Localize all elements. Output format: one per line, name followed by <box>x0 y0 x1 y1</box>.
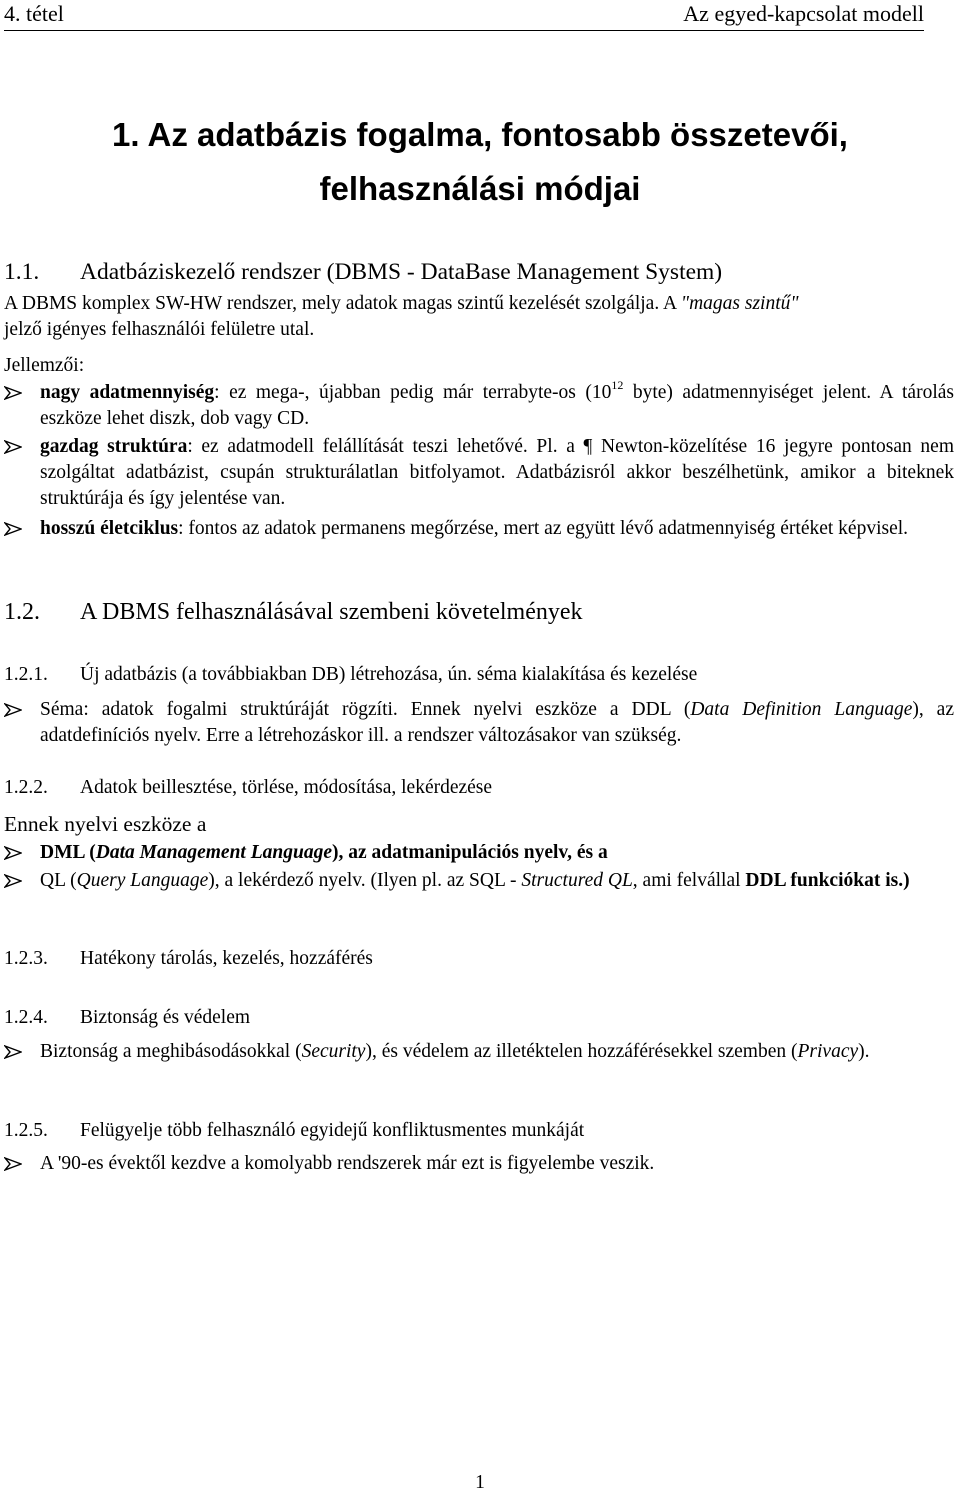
bullet-item <box>4 1039 954 1065</box>
arrow-bullet-icon <box>4 386 22 400</box>
page-number: 1 <box>475 1472 485 1493</box>
arrow-bullet-icon <box>4 703 22 717</box>
section-number: 1.2. <box>4 599 40 625</box>
chapter-title-line1: 1. Az adatbázis fogalma, fontosabb összetevői, <box>112 116 848 153</box>
text: ), a lekérdező nyelv. (Ilyen pl. az SQL - <box>208 870 522 891</box>
section-number: 1.2.2. <box>4 777 48 798</box>
text-italic: "magas szintű" <box>680 293 799 314</box>
arrow-bullet-icon <box>4 1157 22 1171</box>
section-title: Adatok beillesztése, törlése, módosítása, lekérdezése <box>80 777 493 798</box>
bullet-item <box>4 840 954 866</box>
text: : fontos az adatok permanens megőrzése, mert az együtt lévő adatmennyiség értéket képvisel. <box>178 518 909 539</box>
text: Newton-közelítése 16 jegyre pontosan nem szolgáltat adatbázist, csupán strukturálatlan bitfolyamot. Adatbázisról akkor beszélhetünk, amikor a biteknek struktúrája és így jelentése van. <box>40 436 955 509</box>
arrow-bullet-icon <box>4 522 22 536</box>
section-number: 1.2.5. <box>4 1120 48 1141</box>
section-1-2-4-heading <box>4 1005 250 1031</box>
section-number: 1.2.3. <box>4 948 48 969</box>
text: Ennek nyelvi eszköze a <box>4 812 207 836</box>
text: Biztonság a meghibásodásokkal ( <box>40 1041 302 1062</box>
section-1-2-2-heading <box>4 775 492 801</box>
text: : ez mega-, újabban pedig már terrabyte-os (10 <box>214 382 612 403</box>
text-italic: Structured QL <box>521 870 633 891</box>
section-title: Adatbáziskezelő rendszer (DBMS - DataBase Management System) <box>80 259 723 285</box>
section-title: Hatékony tárolás, kezelés, hozzáférés <box>80 948 373 969</box>
text: : ez adatmodell felállítását teszi lehetővé. Pl. a <box>187 436 584 457</box>
section-1-1-heading <box>4 257 722 287</box>
section-1-2-5-heading <box>4 1118 584 1144</box>
section-title: Biztonság és védelem <box>80 1007 251 1028</box>
text: byte) adatmennyiséget jelent. A tárolás eszköze lehet diszk, dob vagy CD. <box>40 382 954 429</box>
page-header <box>4 0 924 31</box>
section-1-2-2-intro <box>4 810 954 838</box>
section-title: Új adatbázis (a továbbiakban DB) létrehozása, ún. séma kialakítása és kezelése <box>80 664 698 685</box>
arrow-bullet-icon <box>4 1045 22 1059</box>
text-italic: Security <box>301 1041 366 1062</box>
jellemzoi-label <box>4 353 954 379</box>
text: ). <box>858 1041 870 1062</box>
section-1-2-heading <box>4 597 583 627</box>
chapter-title-line2: felhasználási módjai <box>319 170 641 207</box>
text: A DBMS komplex SW-HW rendszer, mely adatok magas szintű kezelését szolgálja. A <box>4 293 681 314</box>
section-1-2-3-heading <box>4 946 373 972</box>
section-title: Felügyelje több felhasználó egyidejű konfliktusmentes munkáját <box>80 1120 585 1141</box>
text-bold: gazdag struktúra <box>40 436 188 457</box>
text-bold: DML ( <box>40 842 96 863</box>
text: , ami felvállal <box>632 870 746 891</box>
text-italic: Privacy <box>797 1041 859 1062</box>
section-number: 1.1. <box>4 259 40 285</box>
text: QL ( <box>40 870 77 891</box>
section-number: 1.2.4. <box>4 1007 48 1028</box>
text: Jellemzői: <box>4 355 85 376</box>
bullet-item <box>4 697 954 749</box>
text-bold: hosszú életciklus <box>40 518 179 539</box>
section-1-1-paragraph <box>4 291 954 343</box>
arrow-bullet-icon <box>4 440 22 454</box>
chapter-title <box>0 108 960 216</box>
text-bold-italic: Data Management Language <box>95 842 332 863</box>
bullet-item <box>4 434 954 512</box>
text: Séma: adatok fogalmi struktúráját rögzíti. Ennek nyelvi eszköze a DDL ( <box>40 699 691 720</box>
text: jelző igényes felhasználói felületre utal. <box>4 319 315 340</box>
text-bold: DDL funkciókat is.) <box>745 870 910 891</box>
arrow-bullet-icon <box>4 846 22 860</box>
header-left: 4. tétel <box>4 1 64 26</box>
text: ), az adatdefiníciós nyelv. Erre a létrehozáskor ill. a rendszer változásakor van szükség. <box>40 699 954 746</box>
section-1-2-1-heading <box>4 662 697 688</box>
section-number: 1.2.1. <box>4 664 48 685</box>
bullet-item <box>4 1151 954 1177</box>
header-right: Az egyed-kapcsolat modell <box>683 1 924 26</box>
section-title: A DBMS felhasználásával szembeni követelmények <box>80 599 583 625</box>
arrow-bullet-icon <box>4 874 22 888</box>
bullet-item <box>4 380 954 432</box>
bullet-item <box>4 516 954 542</box>
text-bold: nagy adatmennyiség <box>40 382 215 403</box>
text-bold: ), az adatmanipulációs nyelv, és a <box>331 842 608 863</box>
text-italic: Query Language <box>76 870 209 891</box>
text: A '90-es évektől kezdve a komolyabb rendszerek már ezt is figyelembe veszik. <box>40 1153 655 1174</box>
text: ), és védelem az illetéktelen hozzáférésekkel szemben ( <box>365 1041 798 1062</box>
pilcrow-symbol: ¶ <box>583 436 593 457</box>
superscript: 12 <box>611 378 624 392</box>
text-italic: Data Definition Language <box>690 699 913 720</box>
bullet-item <box>4 868 954 894</box>
